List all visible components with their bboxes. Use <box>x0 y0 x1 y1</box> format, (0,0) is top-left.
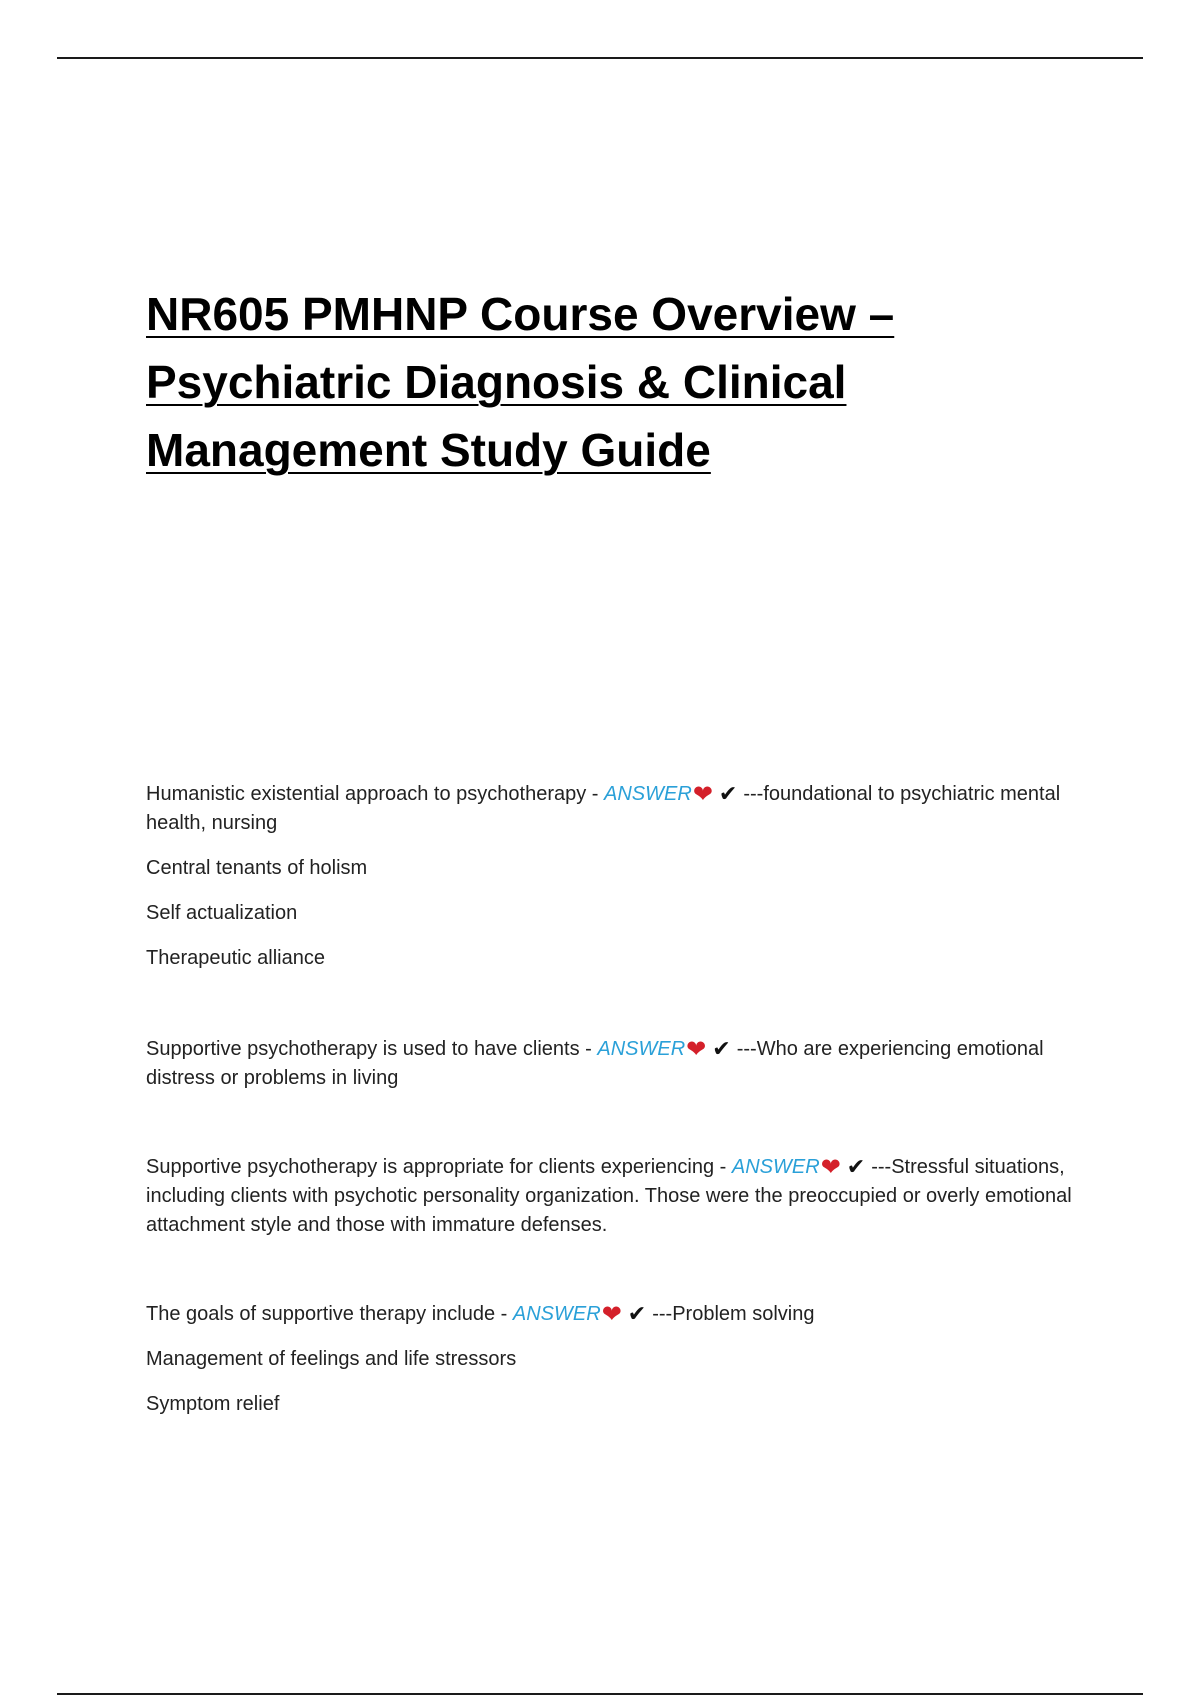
answer-line: Central tenants of holism <box>146 857 368 879</box>
answer-label: ANSWER <box>597 1038 686 1060</box>
separator: - <box>586 783 605 805</box>
study-guide-content <box>146 780 1096 1435</box>
question-text: The goals of supportive therapy include <box>146 1303 496 1325</box>
title-line-1: NR605 PMHNP Course Overview – <box>146 288 895 340</box>
document-title <box>146 280 1096 484</box>
qa-item <box>146 1153 1096 1240</box>
answer-label: ANSWER <box>731 1156 820 1178</box>
spacer <box>146 1256 1096 1300</box>
answer-line: Management of feelings and life stressors <box>146 1348 517 1370</box>
question-text: Humanistic existential approach to psychotherapy <box>146 783 587 805</box>
qa-paragraph <box>146 1300 1096 1329</box>
check-icon: ✔ <box>712 1036 731 1061</box>
spacer <box>146 989 1096 1035</box>
answer-text: ---foundational to psychiatric mental health, nursing <box>146 783 1061 834</box>
qa-paragraph <box>146 1035 1096 1093</box>
separator: - <box>714 1156 732 1178</box>
answer-text: ---Problem solving <box>652 1303 815 1325</box>
answer-line: Self actualization <box>146 902 298 924</box>
qa-item <box>146 780 1096 973</box>
answer-label: ANSWER <box>604 783 692 805</box>
qa-item <box>146 1300 1096 1419</box>
question-text: Supportive psychotherapy is used to have clients <box>146 1038 580 1060</box>
footer-rule <box>57 1693 1143 1695</box>
answer-text: ---Stressful situations, including clients with psychotic personality organization. Those were the preoccupied or overly emotional attachment style and those with immature defenses. <box>146 1156 1072 1236</box>
answer-label: ANSWER <box>512 1303 601 1325</box>
heart-icon: ❤ <box>686 1036 707 1063</box>
heart-icon: ❤ <box>601 1301 622 1328</box>
check-icon: ✔ <box>718 781 738 806</box>
separator: - <box>579 1038 598 1060</box>
qa-item <box>146 1035 1096 1093</box>
spacer <box>146 1109 1096 1153</box>
qa-paragraph <box>146 1153 1096 1240</box>
heart-icon: ❤ <box>820 1154 841 1181</box>
qa-paragraph <box>146 780 1096 838</box>
separator: - <box>495 1303 513 1325</box>
answer-text: ---Who are experiencing emotional distress or problems in living <box>146 1038 1044 1089</box>
answer-line: Symptom relief <box>146 1393 280 1415</box>
title-line-2: Psychiatric Diagnosis & Clinical <box>146 356 847 408</box>
question-text: Supportive psychotherapy is appropriate for clients experiencing <box>146 1156 715 1178</box>
heart-icon: ❤ <box>692 781 713 808</box>
title-line-3: Management Study Guide <box>146 424 711 476</box>
answer-line: Therapeutic alliance <box>146 947 325 969</box>
check-icon: ✔ <box>846 1154 866 1179</box>
header-rule <box>57 57 1143 59</box>
check-icon: ✔ <box>627 1301 647 1326</box>
